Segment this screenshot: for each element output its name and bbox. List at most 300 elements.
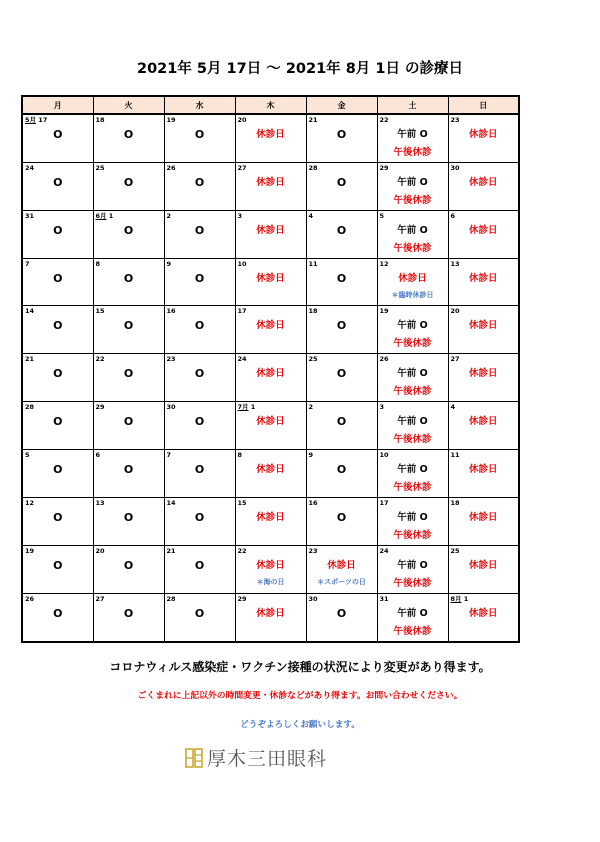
open-mark: O bbox=[53, 128, 63, 141]
day-number: 1 bbox=[463, 595, 469, 603]
closed-status: 休診日 bbox=[327, 560, 356, 571]
day-cell bbox=[164, 498, 235, 546]
day-number: 12 bbox=[25, 499, 35, 507]
day-number: 8 bbox=[237, 451, 243, 459]
month-label: 8月 bbox=[450, 595, 462, 603]
week-row bbox=[22, 354, 519, 402]
closed-status: 休診日 bbox=[256, 177, 285, 188]
day-number: 11 bbox=[308, 260, 318, 268]
date-label bbox=[25, 260, 30, 268]
day-number: 22 bbox=[95, 355, 105, 363]
open-mark: O bbox=[123, 415, 134, 428]
day-number: 19 bbox=[25, 547, 35, 555]
day-cell bbox=[93, 114, 164, 163]
open-mark: O bbox=[194, 415, 205, 428]
day-cell bbox=[164, 594, 235, 643]
open-mark: O bbox=[123, 367, 134, 380]
closed-status: 休診日 bbox=[468, 320, 498, 331]
closed-status: 午後休診 bbox=[393, 434, 432, 445]
open-mark: O bbox=[53, 367, 63, 380]
day-number: 12 bbox=[379, 260, 389, 268]
date-label bbox=[25, 595, 34, 603]
day-cell bbox=[22, 402, 93, 450]
date-label bbox=[167, 499, 176, 507]
day-cell bbox=[235, 498, 306, 546]
day-cell bbox=[377, 211, 448, 259]
date-label bbox=[309, 260, 318, 268]
closed-status: 休診日 bbox=[256, 225, 285, 236]
date-label bbox=[238, 212, 243, 220]
open-mark: O bbox=[194, 559, 205, 572]
day-cell bbox=[235, 594, 306, 643]
day-number: 17 bbox=[379, 499, 389, 507]
day-cell bbox=[306, 259, 377, 306]
date-label bbox=[25, 116, 47, 124]
week-row bbox=[22, 498, 519, 546]
date-label bbox=[96, 212, 114, 220]
day-cell bbox=[93, 450, 164, 498]
day-cell bbox=[377, 259, 448, 306]
closed-status: 午後休診 bbox=[393, 147, 432, 158]
date-label bbox=[167, 595, 176, 603]
day-number: 14 bbox=[166, 499, 176, 507]
day-number: 25 bbox=[95, 164, 105, 172]
week-row bbox=[22, 450, 519, 498]
day-number: 2 bbox=[308, 403, 314, 411]
open-mark: O bbox=[336, 224, 347, 237]
day-cell bbox=[22, 114, 93, 163]
day-number: 31 bbox=[379, 595, 389, 603]
open-mark: O bbox=[123, 607, 134, 620]
day-cell bbox=[377, 354, 448, 402]
day-cell bbox=[164, 306, 235, 354]
closed-status: 休診日 bbox=[256, 416, 285, 427]
day-number: 17 bbox=[237, 307, 247, 315]
date-label bbox=[380, 307, 389, 315]
date-label bbox=[451, 355, 460, 363]
open-mark: O bbox=[194, 511, 205, 524]
date-label bbox=[451, 403, 456, 411]
date-label bbox=[96, 355, 105, 363]
day-cell bbox=[306, 306, 377, 354]
date-label bbox=[96, 595, 105, 603]
day-number: 20 bbox=[450, 307, 460, 315]
date-label bbox=[96, 451, 101, 459]
open-mark: O bbox=[123, 511, 134, 524]
day-cell bbox=[235, 402, 306, 450]
date-label bbox=[238, 451, 243, 459]
day-number: 9 bbox=[166, 260, 172, 268]
day-cell bbox=[22, 594, 93, 643]
day-number: 8 bbox=[95, 260, 101, 268]
date-label bbox=[238, 116, 247, 124]
closed-status: 午後休診 bbox=[393, 626, 432, 637]
date-label bbox=[167, 260, 172, 268]
day-cell bbox=[306, 498, 377, 546]
day-number: 31 bbox=[25, 212, 35, 220]
week-row bbox=[22, 402, 519, 450]
closed-status: 午後休診 bbox=[393, 482, 432, 493]
closed-status: 休診日 bbox=[468, 368, 498, 379]
week-row bbox=[22, 163, 519, 211]
date-label bbox=[309, 403, 314, 411]
day-number: 23 bbox=[450, 116, 460, 124]
day-number: 16 bbox=[166, 307, 176, 315]
closed-status: 休診日 bbox=[468, 225, 498, 236]
date-label bbox=[309, 451, 314, 459]
week-row bbox=[22, 306, 519, 354]
week-row bbox=[22, 546, 519, 594]
open-mark: O bbox=[336, 272, 347, 285]
date-label bbox=[238, 499, 247, 507]
day-cell bbox=[22, 306, 93, 354]
open-mark: O bbox=[336, 463, 347, 476]
morning-open-status: 午前 O bbox=[397, 512, 428, 523]
day-number: 10 bbox=[237, 260, 247, 268]
closed-status: 午後休診 bbox=[393, 386, 432, 397]
day-cell bbox=[377, 114, 448, 163]
closed-status: 午後休診 bbox=[393, 578, 432, 589]
open-mark: O bbox=[53, 224, 63, 237]
morning-open-status: 午前 O bbox=[397, 416, 428, 427]
closed-status: 午後休診 bbox=[393, 243, 432, 254]
date-label bbox=[380, 355, 389, 363]
date-label bbox=[451, 212, 456, 220]
day-cell bbox=[22, 211, 93, 259]
month-label: 7月 bbox=[237, 403, 249, 411]
open-mark: O bbox=[53, 319, 63, 332]
closed-status: 休診日 bbox=[468, 560, 498, 571]
day-number: 24 bbox=[25, 164, 35, 172]
date-label bbox=[25, 403, 34, 411]
day-number: 4 bbox=[450, 403, 456, 411]
day-cell bbox=[93, 163, 164, 211]
day-number: 6 bbox=[95, 451, 101, 459]
week-row bbox=[22, 594, 519, 643]
date-label bbox=[380, 403, 385, 411]
open-mark: O bbox=[123, 319, 134, 332]
date-label bbox=[25, 212, 34, 220]
day-cell bbox=[93, 498, 164, 546]
date-label bbox=[25, 451, 30, 459]
open-mark: O bbox=[53, 607, 63, 620]
closed-status: 休診日 bbox=[468, 273, 498, 284]
day-cell bbox=[93, 402, 164, 450]
closed-status: 午後休診 bbox=[393, 195, 432, 206]
morning-open-status: 午前 O bbox=[397, 320, 428, 331]
page-title: 2021年 5月 17日 〜 2021年 8月 1日 の診療日 bbox=[137, 61, 463, 77]
day-number: 11 bbox=[450, 451, 460, 459]
date-label bbox=[25, 547, 34, 555]
day-number: 22 bbox=[237, 547, 247, 555]
open-mark: O bbox=[194, 367, 205, 380]
day-number: 5 bbox=[379, 212, 385, 220]
day-cell bbox=[235, 163, 306, 211]
day-number: 26 bbox=[166, 164, 176, 172]
day-cell bbox=[306, 450, 377, 498]
morning-open-status: 午前 O bbox=[397, 368, 428, 379]
closed-status: 休診日 bbox=[468, 464, 498, 475]
day-number: 26 bbox=[25, 595, 35, 603]
day-cell bbox=[306, 402, 377, 450]
day-number: 6 bbox=[450, 212, 456, 220]
week-row bbox=[22, 211, 519, 259]
date-label bbox=[451, 260, 460, 268]
date-label bbox=[380, 116, 389, 124]
day-number: 18 bbox=[450, 499, 460, 507]
day-cell bbox=[448, 259, 519, 306]
day-number: 5 bbox=[25, 451, 30, 459]
date-label bbox=[451, 595, 469, 603]
day-cell bbox=[306, 354, 377, 402]
day-number: 10 bbox=[379, 451, 389, 459]
closed-status: 休診日 bbox=[468, 129, 498, 140]
weekday-header: 月 bbox=[22, 96, 93, 114]
day-number: 3 bbox=[237, 212, 243, 220]
closed-status: 休診日 bbox=[256, 608, 285, 619]
open-mark: O bbox=[194, 607, 205, 620]
weekday-header: 火 bbox=[93, 96, 164, 114]
open-mark: O bbox=[194, 319, 205, 332]
month-label: 6月 bbox=[95, 212, 107, 220]
day-number: 7 bbox=[25, 260, 30, 268]
day-number: 24 bbox=[379, 547, 389, 555]
covid-change-notice: コロナウィルス感染症・ワクチン接種の状況により変更があり得ます。 bbox=[109, 660, 491, 674]
open-mark: O bbox=[123, 176, 134, 189]
date-label bbox=[167, 116, 176, 124]
day-number: 29 bbox=[237, 595, 247, 603]
day-cell bbox=[22, 546, 93, 594]
day-cell bbox=[93, 306, 164, 354]
date-label bbox=[25, 164, 34, 172]
date-label bbox=[167, 403, 176, 411]
day-number: 21 bbox=[166, 547, 176, 555]
day-number: 1 bbox=[108, 212, 114, 220]
closed-status: 休診日 bbox=[468, 416, 498, 427]
day-number: 18 bbox=[308, 307, 318, 315]
date-label bbox=[238, 595, 247, 603]
date-label bbox=[96, 499, 105, 507]
date-label bbox=[309, 355, 318, 363]
closed-status: 休診日 bbox=[256, 273, 285, 284]
open-mark: O bbox=[123, 128, 134, 141]
day-number: 27 bbox=[450, 355, 460, 363]
open-mark: O bbox=[194, 128, 205, 141]
open-mark: O bbox=[123, 272, 134, 285]
date-label bbox=[167, 547, 176, 555]
day-cell bbox=[164, 354, 235, 402]
day-cell bbox=[164, 546, 235, 594]
day-cell bbox=[448, 163, 519, 211]
closing-greeting: どうぞよろしくお願いします。 bbox=[240, 720, 360, 730]
day-number: 13 bbox=[450, 260, 460, 268]
day-cell bbox=[164, 259, 235, 306]
holiday-note: ＊スポーツの日 bbox=[317, 578, 366, 586]
day-number: 27 bbox=[95, 595, 105, 603]
day-cell bbox=[235, 259, 306, 306]
day-number: 7 bbox=[166, 451, 172, 459]
day-number: 14 bbox=[25, 307, 35, 315]
weekday-header: 金 bbox=[306, 96, 377, 114]
date-label bbox=[380, 547, 389, 555]
open-mark: O bbox=[123, 224, 134, 237]
day-number: 25 bbox=[450, 547, 460, 555]
open-mark: O bbox=[194, 176, 205, 189]
open-mark: O bbox=[336, 128, 347, 141]
holiday-note: ＊臨時休診日 bbox=[391, 291, 434, 299]
week-row bbox=[22, 259, 519, 306]
weekday-header-row bbox=[22, 96, 519, 114]
day-number: 19 bbox=[379, 307, 389, 315]
clinic-logo-icon bbox=[185, 748, 203, 768]
date-label bbox=[238, 403, 256, 411]
holiday-note: ＊海の日 bbox=[256, 578, 285, 586]
morning-open-status: 午前 O bbox=[397, 129, 428, 140]
date-label bbox=[380, 260, 389, 268]
day-cell bbox=[164, 450, 235, 498]
day-number: 30 bbox=[166, 403, 176, 411]
day-number: 13 bbox=[95, 499, 105, 507]
day-number: 20 bbox=[237, 116, 247, 124]
date-label bbox=[25, 355, 34, 363]
date-label bbox=[96, 260, 101, 268]
date-label bbox=[380, 212, 385, 220]
date-label bbox=[238, 260, 247, 268]
date-label bbox=[309, 307, 318, 315]
day-number: 26 bbox=[379, 355, 389, 363]
day-number: 28 bbox=[308, 164, 318, 172]
open-mark: O bbox=[336, 607, 347, 620]
day-cell bbox=[306, 163, 377, 211]
date-label bbox=[380, 164, 389, 172]
day-cell bbox=[164, 114, 235, 163]
day-number: 19 bbox=[166, 116, 176, 124]
date-label bbox=[167, 212, 172, 220]
day-cell bbox=[448, 402, 519, 450]
day-number: 15 bbox=[237, 499, 247, 507]
day-number: 1 bbox=[250, 403, 256, 411]
date-label bbox=[96, 164, 105, 172]
closed-status: 休診日 bbox=[256, 129, 285, 140]
day-number: 22 bbox=[379, 116, 389, 124]
day-cell bbox=[235, 450, 306, 498]
date-label bbox=[380, 451, 389, 459]
day-cell bbox=[377, 450, 448, 498]
date-label bbox=[309, 499, 318, 507]
day-number: 23 bbox=[308, 547, 318, 555]
day-cell bbox=[22, 163, 93, 211]
closed-status: 休診日 bbox=[468, 608, 498, 619]
day-cell bbox=[235, 354, 306, 402]
week-row bbox=[22, 114, 519, 163]
day-number: 17 bbox=[38, 116, 48, 124]
day-cell bbox=[93, 259, 164, 306]
day-cell bbox=[22, 450, 93, 498]
day-number: 2 bbox=[166, 212, 172, 220]
open-mark: O bbox=[336, 415, 347, 428]
date-label bbox=[238, 307, 247, 315]
open-mark: O bbox=[194, 463, 205, 476]
day-cell bbox=[93, 546, 164, 594]
day-cell bbox=[377, 546, 448, 594]
day-number: 29 bbox=[379, 164, 389, 172]
day-cell bbox=[93, 354, 164, 402]
open-mark: O bbox=[53, 511, 63, 524]
open-mark: O bbox=[53, 415, 63, 428]
morning-open-status: 午前 O bbox=[397, 560, 428, 571]
open-mark: O bbox=[336, 176, 347, 189]
closed-status: 午後休診 bbox=[393, 530, 432, 541]
date-label bbox=[167, 451, 172, 459]
day-number: 21 bbox=[308, 116, 318, 124]
day-cell bbox=[448, 594, 519, 643]
day-cell bbox=[306, 594, 377, 643]
day-cell bbox=[22, 354, 93, 402]
open-mark: O bbox=[53, 559, 63, 572]
day-cell bbox=[93, 594, 164, 643]
date-label bbox=[167, 307, 176, 315]
day-cell bbox=[235, 114, 306, 163]
open-mark: O bbox=[53, 272, 63, 285]
open-mark: O bbox=[194, 272, 205, 285]
day-cell bbox=[377, 306, 448, 354]
schedule-change-notice: ごくまれに上記以外の時間変更・休診などがあり得ます。お問い合わせください。 bbox=[137, 691, 463, 701]
closed-status: 休診日 bbox=[256, 560, 285, 571]
day-cell bbox=[377, 594, 448, 643]
day-number: 16 bbox=[308, 499, 318, 507]
day-cell bbox=[448, 211, 519, 259]
day-number: 30 bbox=[450, 164, 460, 172]
weekday-header: 土 bbox=[377, 96, 448, 114]
day-number: 20 bbox=[95, 547, 105, 555]
day-cell bbox=[448, 546, 519, 594]
day-cell bbox=[93, 211, 164, 259]
open-mark: O bbox=[336, 319, 347, 332]
weekday-header: 日 bbox=[448, 96, 519, 114]
date-label bbox=[309, 547, 318, 555]
day-cell bbox=[164, 211, 235, 259]
date-label bbox=[380, 499, 389, 507]
day-cell bbox=[377, 402, 448, 450]
date-label bbox=[96, 403, 105, 411]
morning-open-status: 午前 O bbox=[397, 608, 428, 619]
day-cell bbox=[306, 211, 377, 259]
closed-status: 休診日 bbox=[468, 512, 498, 523]
day-cell bbox=[164, 163, 235, 211]
day-number: 24 bbox=[237, 355, 247, 363]
date-label bbox=[96, 307, 105, 315]
date-label bbox=[238, 547, 247, 555]
day-cell bbox=[448, 498, 519, 546]
date-label bbox=[96, 547, 105, 555]
date-label bbox=[309, 595, 318, 603]
closed-status: 休診日 bbox=[256, 464, 285, 475]
date-label bbox=[309, 164, 318, 172]
closed-status: 午後休診 bbox=[393, 338, 432, 349]
open-mark: O bbox=[123, 463, 134, 476]
clinic-logo bbox=[185, 744, 327, 771]
date-label bbox=[309, 212, 314, 220]
day-number: 28 bbox=[166, 595, 176, 603]
day-number: 21 bbox=[25, 355, 35, 363]
open-mark: O bbox=[336, 511, 347, 524]
day-number: 18 bbox=[95, 116, 105, 124]
day-cell bbox=[235, 211, 306, 259]
open-mark: O bbox=[194, 224, 205, 237]
date-label bbox=[25, 499, 34, 507]
weekday-header: 木 bbox=[235, 96, 306, 114]
date-label bbox=[238, 164, 247, 172]
